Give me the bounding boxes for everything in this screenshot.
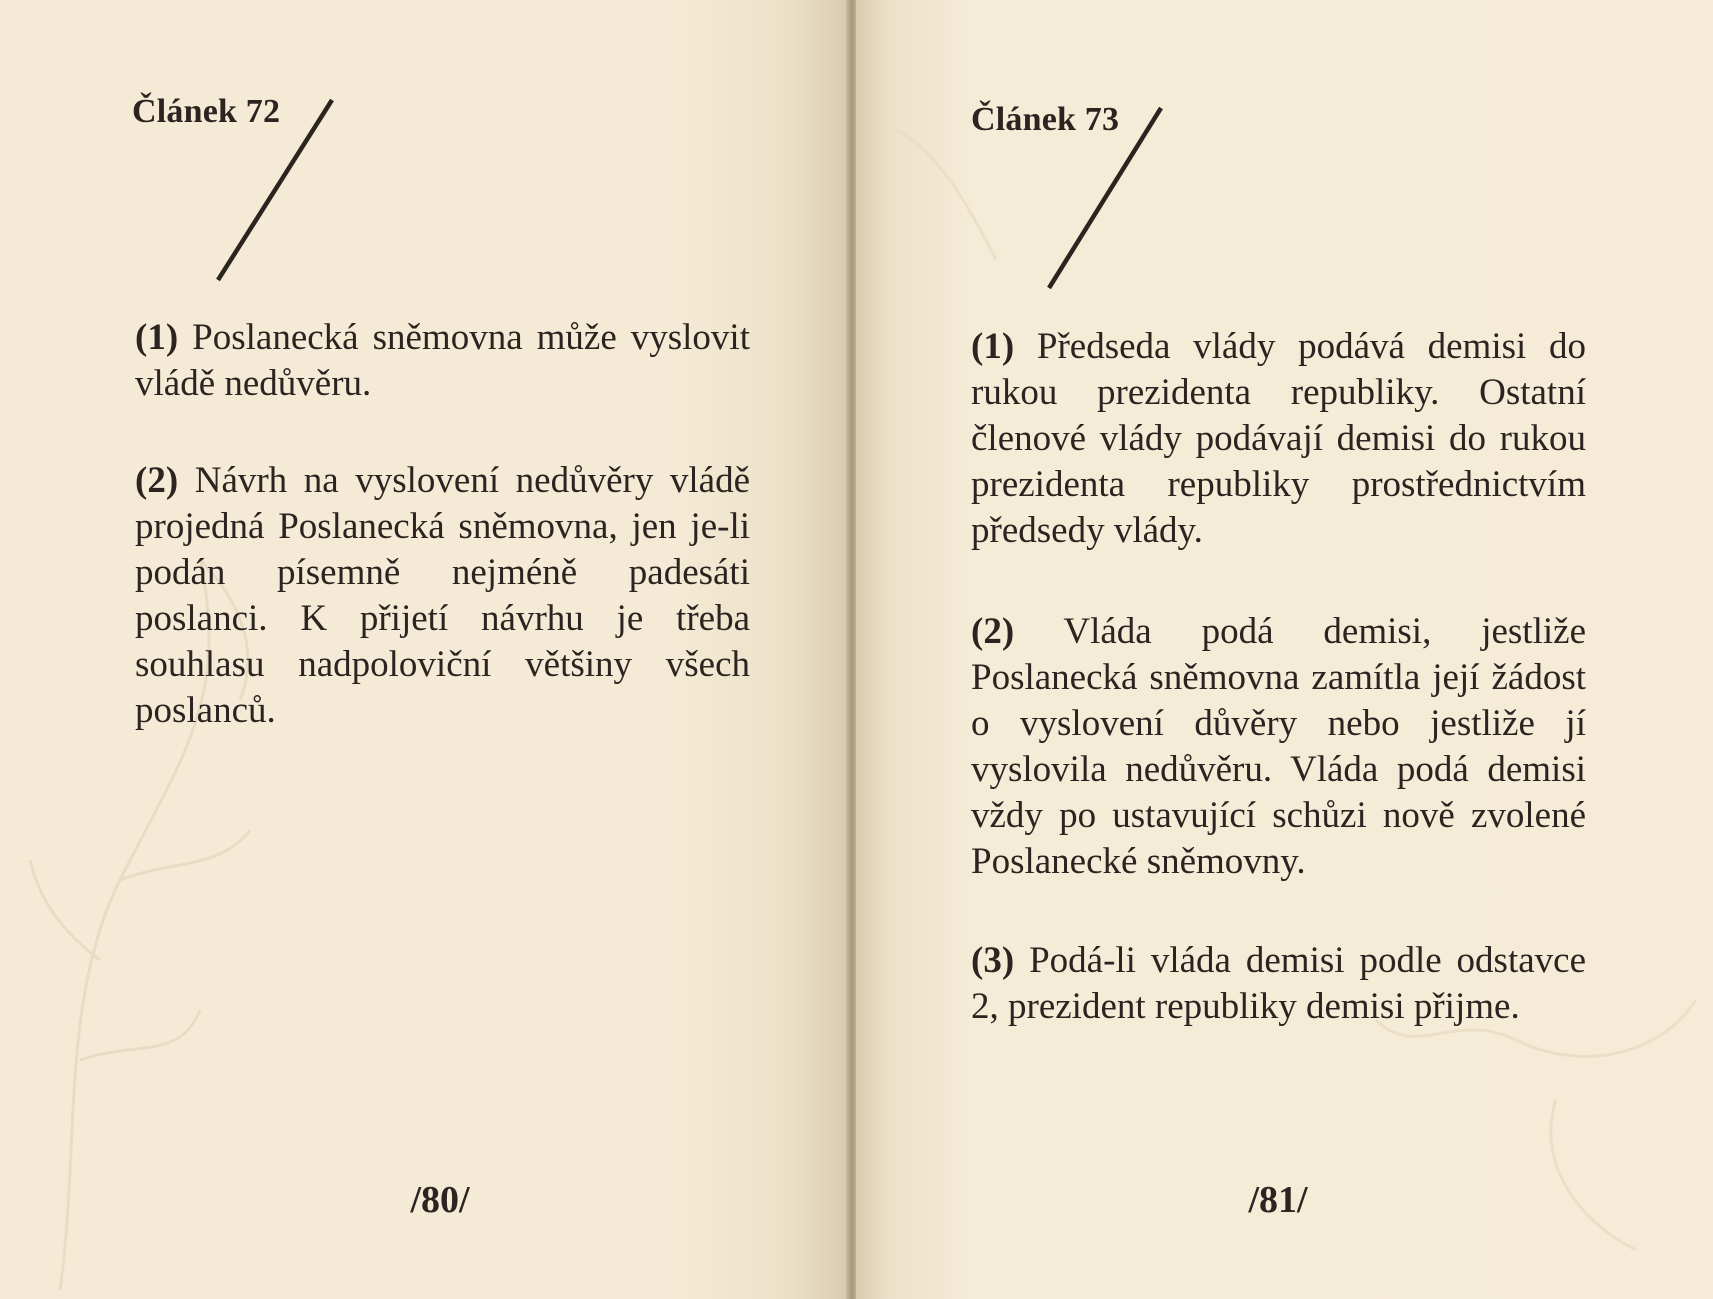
article-heading: Článek 73 <box>971 101 1120 138</box>
article-heading: Článek 72 <box>132 93 281 130</box>
left-page <box>0 0 848 1299</box>
paragraph-text: Poslanecká sněmovna může vyslovit vládě nedůvěru. <box>135 317 750 404</box>
right-page <box>856 0 1713 1299</box>
decorative-slash <box>210 95 330 295</box>
paragraph-number: (1) <box>971 326 1015 367</box>
paragraph-1 <box>135 315 750 407</box>
page-number: /81/ <box>1248 1179 1308 1221</box>
paragraph-number: (2) <box>971 611 1015 652</box>
paragraph-number: (1) <box>135 317 179 358</box>
paragraph-number: (3) <box>971 940 1015 981</box>
decorative-slash <box>1046 103 1166 303</box>
paragraph-text: Návrh na vyslovení nedůvěry vládě projedná Poslanecká sněmovna, jen je-li podán písemně nejméně padesáti poslanci. K přijetí návrhu je třeba souhlasu nadpoloviční většiny všech poslanců. <box>135 460 751 731</box>
paragraph-text: Podá-li vláda demisi podle odstavce 2, prezident republiky demisi přijme. <box>971 940 1586 1027</box>
paragraph-1 <box>971 324 1586 554</box>
page-number: /80/ <box>410 1179 470 1221</box>
paragraph-2 <box>971 609 1586 885</box>
paragraph-2 <box>135 458 750 734</box>
paragraph-text: Vláda podá demisi, jestliže Poslanecká sněmovna zamítla její žádost o vyslovení důvěry nebo jestliže jí vyslovila nedůvěru. Vláda podá demisi vždy po ustavující schůzi nově zvolené Poslanecké sněmovny. <box>971 611 1586 882</box>
paragraph-text: Předseda vlády podává demisi do rukou prezidenta republiky. Ostatní členové vlády podávají demisi do rukou prezidenta republiky prostřednictvím předsedy vlády. <box>971 326 1586 551</box>
paragraph-3 <box>971 938 1586 1030</box>
paragraph-number: (2) <box>135 460 179 501</box>
